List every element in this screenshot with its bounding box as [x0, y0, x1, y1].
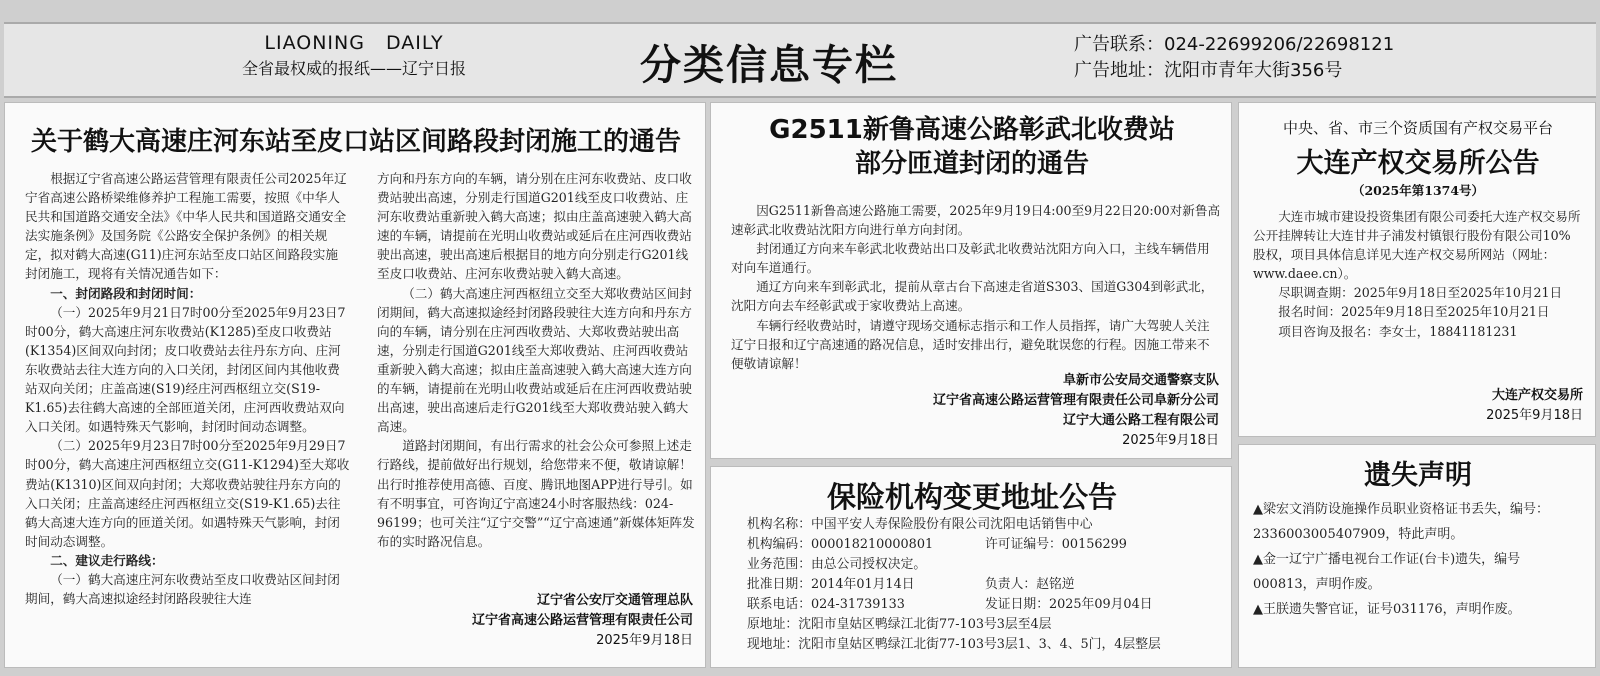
lost-item: ▲梁宏文消防设施操作员职业资格证书丢失，编号：2336003005407909，特此声明。: [1253, 502, 1549, 542]
institution-details: [747, 515, 1227, 655]
notice-date: 2025年9月18日: [596, 633, 693, 648]
lost-item-list: [1253, 497, 1583, 622]
signatory: 阜新市公安局交通警察支队: [1062, 373, 1219, 388]
notice-title: 关于鹤大高速庄河东站至皮口站区间路段封闭施工的通告: [30, 127, 681, 157]
paragraph: （一）鹤大高速庄河东收费站至皮口收费站区间封闭期间，鹤大高速拟途经封闭路段驶往大连: [25, 571, 340, 607]
paragraph: 尽职调查期：2025年9月18日至2025年10月21日: [1278, 285, 1563, 301]
notice-signature: [353, 591, 693, 651]
detail-field: 现地址：沈阳市皇姑区鸭绿江北街77-103号3层1、3、4、5门，4层整层: [747, 637, 1161, 652]
notice-date: 2025年9月18日: [1122, 433, 1219, 448]
detail-field: 发证日期：2025年09月04日: [985, 597, 1153, 612]
notice-body-column-2: [377, 169, 699, 551]
ad-contact: [1074, 32, 1394, 84]
detail-row: [747, 575, 1227, 595]
lost-item: ▲金一辽宁广播电视台工作证(台卡)遗失，编号 000813，声明作废。: [1253, 552, 1521, 592]
notice-title: 遗失声明: [1364, 460, 1472, 491]
notice-body: [731, 201, 1221, 373]
notice-title: 大连产权交易所公告: [1296, 148, 1540, 179]
paragraph: 项目咨询及报名：李女士，18841181231: [1278, 323, 1518, 339]
paragraph: 通辽方向来车到彰武北，提前从章古台下高速走省道S303、国道G304到彰武北，沈阳方向去车经彰武或于家收费站上高速。: [731, 279, 1214, 314]
paragraph: 报名时间：2025年9月18日至2025年10月21日: [1278, 304, 1550, 320]
notice-date: 2025年9月18日: [1486, 408, 1583, 423]
signatory: 辽宁省高速公路运营管理有限责任公司阜新分公司: [932, 393, 1219, 408]
paragraph: 封闭通辽方向来车彰武北收费站出口及彰武北收费站沈阳方向入口，主线车辆借用对向车道通行。: [731, 241, 1210, 276]
paragraph: 因G2511新鲁高速公路施工需要，2025年9月19日4:00至9月22日20:00对新鲁高速彰武北收费站沈阳方向进行单方向封闭。: [731, 203, 1221, 238]
detail-field: 原地址：沈阳市皇姑区鸭绿江北街77-103号3层至4层: [747, 617, 1052, 632]
notice-body-column-1: [25, 169, 350, 608]
section-heading: 一、封闭路段和封闭时间：: [50, 285, 202, 301]
detail-field: 机构名称：中国平安人寿保险股份有限公司沈阳电话销售中心: [747, 517, 1093, 532]
paragraph: 大连市城市建设投资集团有限公司委托大连产权交易所公开挂牌转让大连甘井子浦发村镇银行股份有限公司10%股权，项目具体信息详见大连产权交易所网站（网址：www.daee.cn）。: [1253, 209, 1581, 282]
detail-row: [747, 555, 1227, 575]
signatory: 辽宁省公安厅交通管理总队: [536, 593, 693, 608]
ad-phone: 广告联系：024-22699206/22698121: [1074, 34, 1395, 55]
ramp-closure-notice: [710, 102, 1232, 459]
detail-field: 负责人：赵铭逆: [985, 577, 1075, 592]
paragraph: （二）鹤大高速庄河西枢纽立交至大郑收费站区间封闭期间，鹤大高速拟途经封闭路段驶往大连方向和丹东方向的车辆，请分别在庄河西收费站、大郑收费站驶出高速，分别走行国道G201线至大郑收费站、庄河西收费站重新驶入鹤大高速；拟由庄盖高速驶入鹤大高速大连方向的车辆，请提前在光明山收费站或延后在庄河西收费站驶出高速，驶出高速后走行G201线至大郑收费站驶入鹤大高速。: [377, 285, 692, 435]
section-heading: 二、建议走行路线：: [50, 552, 164, 568]
detail-field: 批准日期：2014年01月14日: [747, 577, 915, 592]
detail-field: 联系电话：024-31739133: [747, 597, 905, 612]
paragraph: 车辆行经收费站时，请遵守现场交通标志指示和工作人员指挥，请广大驾驶人关注辽宁日报和辽宁高速通的路况信息，适时安排出行，避免耽误您的行程。因施工带来不便敬请谅解！: [731, 317, 1210, 371]
section-title: 分类信息专栏: [640, 41, 898, 89]
notice-title: [711, 113, 1232, 181]
masthead: [209, 32, 499, 79]
detail-field: 机构编码：000018210000801: [747, 537, 934, 552]
title-line: G2511新鲁高速公路彰武北收费站: [769, 115, 1175, 145]
notice-subtitle: 中央、省、市三个资质国有产权交易平台: [1282, 119, 1553, 137]
paragraph: 道路封闭期间，有出行需求的社会公众可参照上述走行路线，提前做好出行规划，给您带来不便，敬请谅解！出行时推荐使用高德、百度、腾讯地图APP进行导引。如有不明事宜，可咨询辽宁高速24小时客服热线：024-96199；也可关注“辽宁交警”“辽宁高速通”新媒体矩阵发布的实时路况信息。: [377, 438, 695, 549]
signatory: 辽宁省高速公路运营管理有限责任公司: [471, 613, 693, 628]
notice-signature: [739, 371, 1219, 451]
lost-items-notice: [1238, 444, 1596, 668]
lost-item: ▲王朕遗失警官证，证号031176，声明作废。: [1253, 602, 1521, 617]
signatory: 辽宁大通公路工程有限公司: [1062, 413, 1219, 428]
property-exchange-notice: [1238, 102, 1596, 437]
notice-body: [1253, 207, 1583, 341]
paragraph: （一）2025年9月21日7时00分至2025年9月23日7时00分，鹤大高速庄河东收费站(K1285)至皮口收费站(K1354)区间双向封闭；皮口收费站去往丹东方向、庄河东收费站去往大连方向的入口关闭，封闭区间内其他收费站双向关闭；庄盖高速(S19)经庄河西枢纽立交(S19-K1.65)去往鹤大高速的全部匝道关闭，庄河西收费站双向入口关闭。如遇特殊天气影响，封闭时间动态调整。: [25, 304, 346, 435]
title-line: 部分匝道封闭的通告: [854, 149, 1089, 179]
detail-row: [747, 615, 1227, 635]
detail-field: 许可证编号：00156299: [985, 537, 1127, 552]
signatory: 大连产权交易所: [1491, 388, 1583, 403]
masthead-english: LIAONING DAILY: [264, 32, 444, 54]
notice-signature: [1343, 386, 1583, 426]
detail-row: [747, 595, 1227, 615]
classified-header: [4, 22, 1596, 98]
detail-row: [747, 635, 1227, 655]
paragraph: 根据辽宁省高速公路运营管理有限责任公司2025年辽宁省高速公路桥梁维修养护工程施工需要，按照《中华人民共和国道路交通安全法》《中华人民共和国道路交通安全法实施条例》及国务院《公路安全保护条例》的相关规定，拟对鹤大高速(G11)庄河东站至皮口站区间路段实施封闭施工，现将有关情况通告如下：: [25, 171, 347, 282]
paragraph: （二）2025年9月23日7时00分至2025年9月29日7时00分，鹤大高速庄河西枢纽立交(G11-K1294)至大郑收费站(K1310)区间双向封闭；大郑收费站驶往丹东方向的入口关闭；庄盖高速经庄河西枢纽立交(S19-K1.65)去往鹤大高速大连方向的匝道关闭。如遇特殊天气影响，封闭时间动态调整。: [25, 438, 350, 549]
ad-address: 广告地址：沈阳市青年大街356号: [1074, 60, 1343, 81]
notice-title: 保险机构变更地址公告: [826, 480, 1117, 514]
detail-row: [747, 535, 1227, 555]
paragraph: 方向和丹东方向的车辆，请分别在庄河东收费站、皮口收费站驶出高速，分别走行国道G201线至皮口收费站、庄河东收费站重新驶入鹤大高速；拟由庄盖高速驶入鹤大高速的车辆，请提前在光明山收费站或延后在庄河西收费站驶出高速，驶出高速后根据目的地方向分别走行G201线至皮口收费站、庄河东收费站驶入鹤大高速。: [377, 171, 692, 282]
issue-number: （2025年第1374号）: [1351, 183, 1485, 198]
detail-row: [747, 515, 1227, 535]
insurance-address-change-notice: [710, 466, 1232, 668]
masthead-slogan: 全省最权威的报纸——辽宁日报: [241, 59, 466, 78]
detail-field: 业务范围：由总公司授权决定。: [747, 557, 927, 572]
road-closure-notice: [4, 102, 706, 668]
